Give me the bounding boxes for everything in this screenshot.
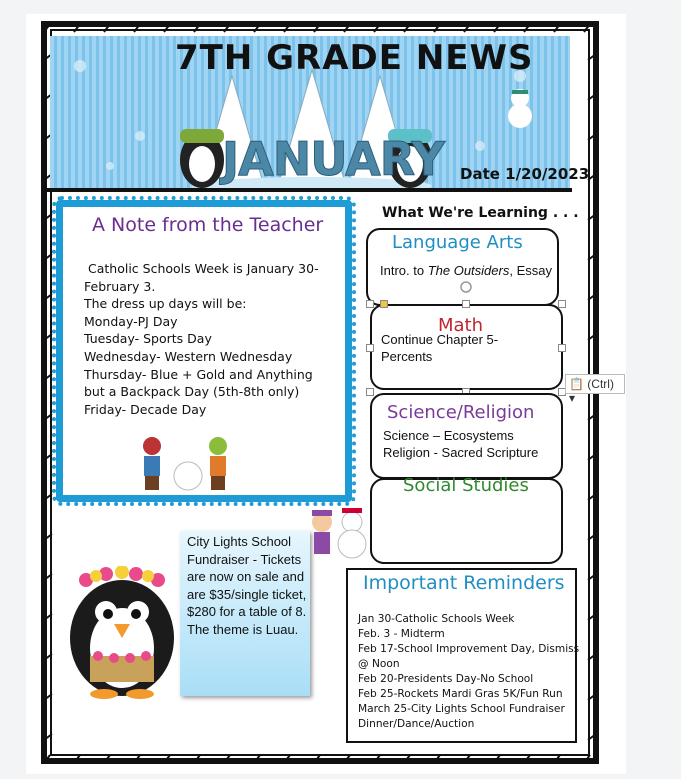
math-title: Math: [438, 315, 484, 336]
reminder-item: Jan 30-Catholic Schools Week: [358, 613, 515, 625]
header-divider: [42, 188, 572, 192]
chevron-down-icon: ▾: [569, 391, 576, 405]
note-line: Tuesday- Sports Day: [84, 331, 212, 347]
social-studies-title: Social Studies: [403, 475, 529, 496]
paste-options-button[interactable]: [565, 374, 625, 405]
note-body: [84, 260, 334, 418]
science-line: Science – Ecosystems: [383, 428, 514, 443]
selection-handle[interactable]: [366, 300, 374, 308]
note-line: Wednesday- Western Wednesday: [84, 348, 293, 364]
clipboard-icon: 📋: [569, 377, 584, 391]
language-arts-text: [380, 262, 552, 279]
la-text-start: Intro. to: [380, 263, 428, 278]
reminder-item: Feb 20-Presidents Day-No School: [358, 673, 534, 685]
month-banner: JANUARY: [222, 132, 444, 186]
note-line: Catholic Schools Week is January 30-February 3.: [84, 261, 319, 294]
reminder-item: March 25-City Lights School Fundraiser: [358, 703, 565, 715]
math-text: Continue Chapter 5-Percents: [381, 332, 499, 364]
la-text-end: , Essay: [509, 263, 552, 278]
penguin-left-icon: [180, 129, 224, 188]
selection-handle[interactable]: [366, 344, 374, 352]
paste-options-label: (Ctrl): [587, 377, 614, 391]
la-book-title: The Outsiders: [427, 263, 510, 278]
selection-handle[interactable]: [380, 300, 388, 308]
newsletter-date: Date 1/20/2023: [460, 165, 590, 183]
reminder-item: Dinner/Dance/Auction: [358, 718, 475, 730]
rotate-handle-icon[interactable]: [458, 279, 474, 295]
snowman-icon: [508, 89, 532, 128]
selection-handle[interactable]: [558, 300, 566, 308]
reminders-title: Important Reminders: [363, 572, 565, 594]
reminder-item: Feb. 3 - Midterm: [358, 628, 445, 640]
selection-handle[interactable]: [558, 344, 566, 352]
selection-handle[interactable]: [366, 388, 374, 396]
note-line: Friday- Decade Day: [84, 401, 207, 417]
reminders-list: [358, 612, 580, 732]
religion-line: Religion - Sacred Scripture: [383, 445, 539, 460]
kids-snowman-illustration: [140, 432, 240, 494]
note-title: A Note from the Teacher: [92, 214, 324, 236]
girl-snowman-illustration: [308, 500, 372, 562]
learning-heading: What We're Learning . . .: [382, 205, 579, 221]
note-line: The dress up days will be:: [84, 296, 247, 312]
reminder-item: Feb 25-Rockets Mardi Gras 5K/Fun Run: [358, 688, 563, 700]
reminder-item: Feb 17-School Improvement Day, Dismiss: [358, 643, 580, 655]
selection-handle[interactable]: [462, 300, 470, 308]
newsletter-title: 7TH GRADE NEWS: [175, 38, 534, 78]
fundraiser-text: City Lights School Fundraiser - Tickets are now on sale and are $35/single ticket, $280 for a table of 8. The theme is Luau.: [187, 534, 307, 637]
note-line: Thursday- Blue + Gold and Anything but a Backpack Day (5th-8th only): [84, 366, 317, 400]
language-arts-title: Language Arts: [392, 232, 523, 253]
reminder-item: @ Noon: [358, 658, 400, 670]
note-line: Monday-PJ Day: [84, 313, 178, 329]
luau-penguin-illustration: [66, 566, 178, 700]
science-religion-title: Science/Religion: [387, 402, 535, 423]
